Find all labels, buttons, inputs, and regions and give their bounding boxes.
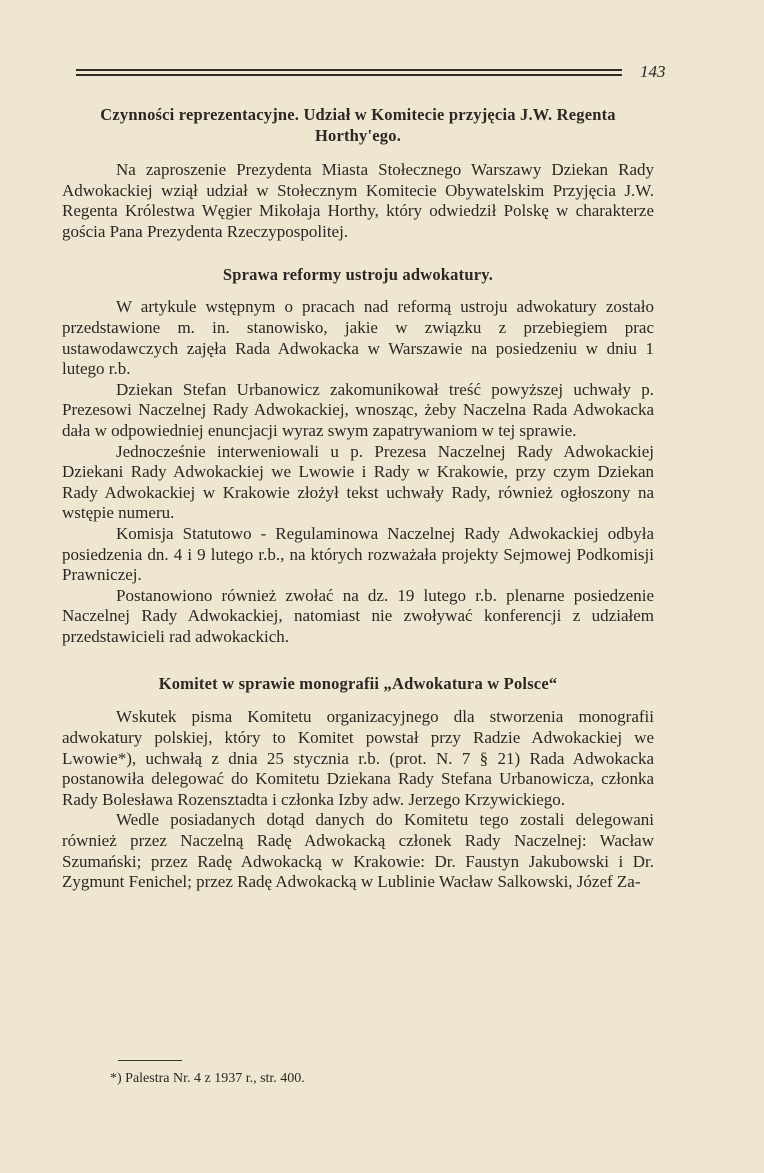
paragraph: Wskutek pisma Komitetu organizacyjnego dla stworzenia monografii adwokatury polskiej, który to Komitet powstał przy Radzie Adwokackiej we Lwowie*), uchwałą z dnia 25 stycznia r.b. (prot. N. 7 § 21) Rada Adwokacka postanowiła delegować do Komitetu Dziekana Rady Stefana Urbanowicza, członka Rady Bolesława Rozensztadta i członka Izby adw. Jerzego Krzywickiego.	[62, 707, 654, 809]
header-rule-bottom	[76, 74, 622, 76]
paragraph: Komisja Statutowo - Regulaminowa Naczelnej Rady Adwokackiej odbyła posiedzenia dn. 4 i 9 lutego r.b., na których rozważała projekty Sejmowej Podkomisji Prawniczej.	[62, 523, 654, 585]
paragraph: Jednocześnie interweniowali u p. Prezesa Naczelnej Rady Adwokackiej Dziekani Rady Adwokackiej we Lwowie i Rady w Krakowie, przy czym Dziekan Rady Adwokackiej w Krakowie złożył tekst uchwały Rady, również ogłoszony na wstępie numeru.	[62, 441, 654, 523]
footnote-rule	[118, 1060, 182, 1061]
section-title-monograph-committee: Komitet w sprawie monografii „Adwokatura w Polsce“	[158, 674, 558, 694]
paragraph: Postanowiono również zwołać na dz. 19 lutego r.b. plenarne posiedzenie Naczelnej Rady Adwokackiej, natomiast nie zwoływać konferencji z udziałem przedstawicieli rad adwokackich.	[62, 585, 654, 646]
page-body	[62, 104, 654, 893]
section-title-bar-reform: Sprawa reformy ustroju adwokatury.	[222, 265, 494, 285]
header-rule-top	[76, 69, 622, 71]
paragraph: W artykule wstępnym o pracach nad reformą ustroju adwokatury zostało przedstawione m. in. stanowisko, jakie w związku z przebiegiem prac ustawodawczych zajęła Rada Adwokacka w Warszawie na posiedzeniu w dniu 1 lutego r.b.	[62, 297, 654, 379]
paragraph: Na zaproszenie Prezydenta Miasta Stołecznego Warszawy Dziekan Rady Adwokackiej wziął udział w Stołecznym Komitecie Obywatelskim Przyjęcia J.W. Regenta Królestwa Węgier Mikołaja Horthy, który odwiedził Polskę w charakterze gościa Pana Prezydenta Rzeczypospolitej.	[62, 160, 654, 241]
footnote: *) Palestra Nr. 4 z 1937 r., str. 400.	[110, 1071, 305, 1086]
paragraph: Wedle posiadanych dotąd danych do Komitetu tego zostali delegowani również przez Naczelną Radę Adwokacką członek Rady Naczelnej: Wacław Szumański; przez Radę Adwokacką w Krakowie: Dr. Faustyn Jakubowski i Dr. Zygmunt Fenichel; przez Radę Adwokacką w Lublinie Wacław Salkowski, Józef Za-	[62, 810, 654, 892]
paragraph: Dziekan Stefan Urbanowicz zakomunikował treść powyższej uchwały p. Prezesowi Naczelnej Rady Adwokackiej, wnosząc, żeby Naczelna Rada Adwokacka dała w odpowiedniej enuncjacji wyraz swym zapatrywaniom w tej sprawie.	[62, 379, 654, 440]
section-title-representation: Czynności reprezentacyjne. Udział w Komitecie przyjęcia J.W. Regenta Horthy'ego.	[100, 105, 616, 145]
page-number: 143	[640, 62, 666, 81]
